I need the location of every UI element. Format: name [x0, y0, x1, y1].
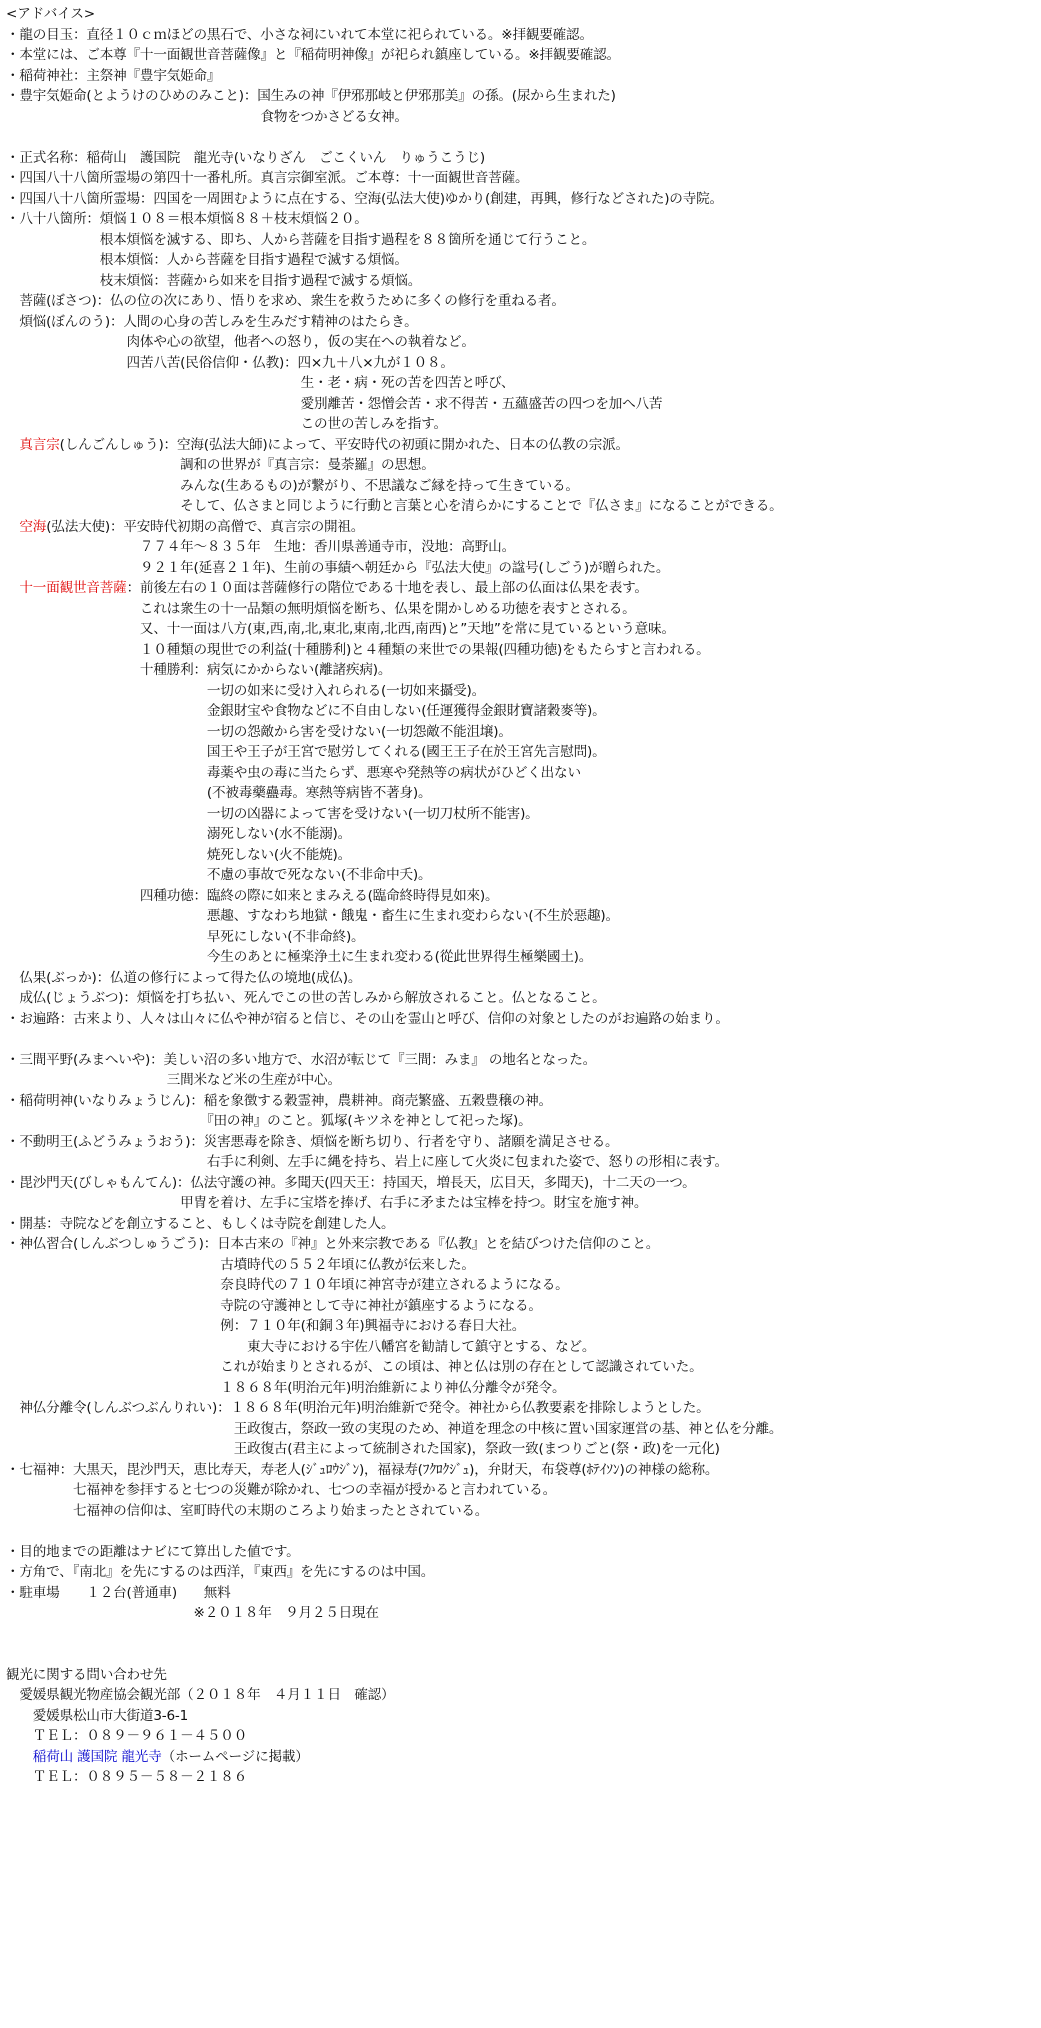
- blank-line: [6, 1521, 1039, 1542]
- text-line: ・本堂には、ご本尊『十一面観世音菩薩像』と『稲荷明神像』が祀られ鎮座している。※拝観要確認。: [6, 47, 620, 63]
- text-line: 甲冑を着け、左手に宝塔を捧げ、右手に矛または宝棒を持つ。財宝を施す神。: [6, 1195, 648, 1211]
- text-line: １８６８年(明治元年)明治維新により神仏分離令が発令。: [6, 1379, 566, 1396]
- contact-tel-office: ＴＥＬ：０８９－９６１－４５００: [6, 1728, 248, 1744]
- text-line: 一切の如来に受け入れられる(一切如来攝受)。: [6, 682, 485, 699]
- text-line: ※２０１８年 ９月２５日現在: [6, 1605, 379, 1621]
- text-line: 根本煩悩を滅する、即ち、人から菩薩を目指す過程を８８箇所を通じて行うこと。: [6, 231, 596, 248]
- text-line: ・稲荷神社：主祭神『豊宇気姫命』: [6, 67, 221, 84]
- text-line: ・三間平野(みまへいや)：美しい沼の多い地方で、水沼が転じて『三間：みま』 の地名となった。: [6, 1051, 596, 1068]
- kukai-line-2: ７７４年～８３５年 生地：香川県善通寺市，没地：高野山。: [6, 539, 515, 555]
- text-line: 寺院の守護神として寺に神社が鎮座するようになる。: [6, 1297, 542, 1314]
- shingon-desc: (しんごんしゅう)：空海(弘法大師)によって、平安時代の初頭に開かれた、日本の仏教の宗派。: [59, 436, 629, 453]
- text-line: 奈良時代の７１０年頃に神宮寺が建立されるようになる。: [6, 1277, 569, 1293]
- blank-line: [6, 1624, 1039, 1645]
- text-line: 十種勝利：病気にかからない(離諸疾病)。: [6, 662, 392, 678]
- text-line: ・神仏習合(しんぶつしゅうごう)：日本古来の『神』と外来宗教である『仏教』とを結びつけた信仰のこと。: [6, 1236, 660, 1252]
- text-line: (不被毒藥蠱毒。寒熱等病皆不著身)。: [6, 785, 432, 801]
- text-line: ・稲荷明神(いなりみょうじん)：稲を象徴する穀霊神，農耕神。商売繁盛、五穀豊穣の神。: [6, 1092, 552, 1109]
- contact-section: [6, 1665, 1039, 1788]
- advice-document: [6, 4, 1039, 1788]
- contact-heading: 観光に関する問い合わせ先: [6, 1666, 167, 1683]
- text-line: 今生のあとに極楽浄土に生まれ変わる(從此世界得生極樂國土)。: [6, 949, 593, 965]
- text-line: ・豊宇気姫命(とようけのひめのみこと)：国生みの神『伊邪那岐と伊邪那美』の孫。(尿から生まれた): [6, 88, 616, 104]
- advice-block-1: [6, 25, 1039, 435]
- text-line: 焼死しない(火不能焼)。: [6, 846, 352, 863]
- text-line: 三間米など米の生産が中心。: [6, 1072, 341, 1088]
- text-line: 七福神を参拝すると七つの災難が除かれ、七つの幸福が授かると言われている。: [6, 1482, 556, 1498]
- text-line: 神仏分離令(しんぶつぶんりれい)：１８６８年(明治元年)明治維新で発令。神社から仏教要素を排除しようとした。: [6, 1400, 710, 1416]
- temple-name-link[interactable]: 稲荷山 護国院 龍光寺: [32, 1748, 162, 1765]
- text-line: 国王や王子が王宮で慰労してくれる(國王王子在於王宮先言慰問)。: [6, 744, 606, 760]
- shingon-line-3: みんな(生あるもの)が繋がり、不思議なご縁を持って生きている。: [6, 477, 579, 494]
- text-line: ・開基：寺院などを創立すること、もしくは寺院を創建した人。: [6, 1215, 395, 1232]
- kukai-term: 空海: [19, 518, 47, 535]
- text-line: 王政復古(君主によって統制された国家)，祭政一致(まつりごと(祭・政)を一元化): [6, 1441, 720, 1457]
- text-line: ・八十八箇所：煩悩１０８＝根本煩悩８８＋枝末煩悩２０。: [6, 211, 368, 227]
- text-line: 七福神の信仰は、室町時代の末期のころより始まったとされている。: [6, 1502, 489, 1519]
- contact-office: 愛媛県観光物産協会観光部（２０１８年 ４月１１日 確認）: [6, 1687, 395, 1703]
- blank-line: [6, 1644, 1039, 1665]
- text-line: 仏果(ぶっか)：仏道の修行によって得た仏の境地(成仏)。: [6, 969, 362, 986]
- text-line: 根本煩悩：人から菩薩を目指す過程で滅する煩悩。: [6, 252, 408, 268]
- juichimen-term: 十一面観世音菩薩: [19, 580, 127, 596]
- juichimen-line-1: [6, 578, 1039, 599]
- text-line: ・四国八十八箇所霊場の第四十一番札所。真言宗御室派。ご本尊：十一面観世音菩薩。: [6, 170, 529, 186]
- kukai-desc: (弘法大使)：平安時代初期の高僧で、真言宗の開祖。: [46, 518, 365, 535]
- text-line: 四種功徳：臨終の際に如来とまみえる(臨命終時得見如來)。: [6, 887, 499, 904]
- text-line: 肉体や心の欲望，他者への怒り，仮の実在への執着など。: [6, 334, 475, 350]
- shingon-line-2: 調和の世界が『真言宗：曼荼羅』の思想。: [6, 457, 435, 473]
- text-line: 四苦八苦(民俗信仰・仏教)：四×九＋八×九が１０８。: [6, 354, 454, 371]
- kukai-line-1: [6, 517, 1039, 538]
- text-line: 菩薩(ぼさつ)：仏の位の次にあり、悟りを求め、衆生を救うために多くの修行を重ねる者。: [6, 293, 565, 309]
- blank-line: [6, 127, 1039, 148]
- text-line: 右手に利剣、左手に縄を持ち、岩上に座して火炎に包まれた姿で、怒りの形相に表す。: [6, 1154, 728, 1170]
- text-line: ・龍の目玉：直径１０ｃｍほどの黒石で、小さな祠にいれて本堂に祀られている。※拝観要確認。: [6, 26, 593, 43]
- text-line: 古墳時代の５５２年頃に仏教が伝来した。: [6, 1256, 475, 1273]
- text-line: ・目的地までの距離はナビにて算出した値です。: [6, 1543, 300, 1560]
- text-line: １０種類の現世での利益(十種勝利)と４種類の来世での果報(四種功徳)をもたらすと言われる。: [6, 641, 710, 658]
- blank-line: [6, 1029, 1039, 1050]
- text-line: この世の苦しみを指す。: [6, 416, 447, 432]
- text-line: 金銀財宝や食物などに不自由しない(任運獲得金銀財寶諸穀麥等)。: [6, 703, 606, 719]
- text-line: 『田の神』のこと。狐塚(キツネを神として祀った塚)。: [6, 1113, 532, 1129]
- text-line: これは衆生の十一品類の無明煩悩を断ち、仏果を開かしめる功徳を表すとされる。: [6, 600, 636, 617]
- text-line: ・お遍路：古来より、人々は山々に仏や神が宿ると信じ、その山を霊山と呼び、信仰の対象としたのがお遍路の始まり。: [6, 1010, 729, 1027]
- text-line: 一切の凶器によって害を受けない(一切刀杖所不能害)。: [6, 805, 539, 822]
- text-line: ・正式名称：稲荷山 護国院 龍光寺(いなりざん ごこくいん りゅうこうじ): [6, 149, 485, 166]
- contact-address: 愛媛県松山市大街道3-6-1: [6, 1707, 189, 1724]
- text-line: ・駐車場 １２台(普通車) 無料: [6, 1584, 231, 1601]
- text-line: 溺死しない(水不能溺)。: [6, 826, 352, 842]
- text-line: 東大寺における宇佐八幡宮を勧請して鎮守とする、など。: [6, 1338, 596, 1355]
- text-line: ・四国八十八箇所霊場：四国を一周囲むように点在する、空海(弘法大使)ゆかり(創建，再興，修行などされた)の寺院。: [6, 190, 723, 207]
- shingon-line-4: そして、仏さまと同じように行動と言葉と心を清らかにすることで『仏さま』になることができる。: [6, 498, 783, 514]
- text-line: ・不動明王(ふどうみょうおう)：災害悪毒を除き、煩悩を断ち切り、行者を守り、諸願を満足させる。: [6, 1133, 619, 1150]
- text-line: 煩悩(ぼんのう)：人間の心身の苦しみを生みだす精神のはたらき。: [6, 313, 418, 330]
- text-line: 愛別離苦・怨憎会苦・求不得苦・五蘊盛苦の四つを加へ八苦: [6, 395, 663, 412]
- text-line: 食物をつかさどる女神。: [6, 108, 408, 125]
- text-line: 早死にしない(不非命終)。: [6, 928, 365, 945]
- shingon-term: 真言宗: [19, 436, 60, 453]
- text-line: 又、十一面は八方(東,西,南,北,東北,東南,北西,南西)と”天地”を常に見ているという意味。: [6, 621, 675, 637]
- advice-heading: <アドバイス>: [6, 6, 95, 22]
- advice-block-2: [6, 599, 1039, 1665]
- text-line: 悪趣、すなわち地獄・餓鬼・畜生に生まれ変わらない(不生於惡趣)。: [6, 908, 619, 924]
- temple-note: （ホームページに掲載）: [161, 1748, 309, 1765]
- text-line: 生・老・病・死の苦を四苦と呼び、: [6, 375, 515, 391]
- text-line: これが始まりとされるが、この頃は、神と仏は別の存在として認識されていた。: [6, 1359, 703, 1375]
- text-line: ・毘沙門天(びしゃもんてん)：仏法守護の神。多聞天(四天王：持国天，増長天，広目天，多聞天)，十二天の一つ。: [6, 1174, 696, 1191]
- text-line: 枝末煩悩：菩薩から如来を目指す過程で滅する煩悩。: [6, 272, 422, 289]
- text-line: ・七福神：大黒天，毘沙門天，恵比寿天，寿老人(ｼﾞｭﾛｳｼﾞﾝ)，福禄寿(ﾌｸﾛｸｼﾞｭ)，弁財天，布袋尊(ﾎﾃｲｿﾝ)の神様の総称。: [6, 1461, 719, 1478]
- text-line: 一切の怨敵から害を受けない(一切怨敵不能沮壌)。: [6, 723, 512, 740]
- text-line: 毒薬や虫の毒に当たらず、悪寒や発熱等の病状がひどく出ない: [6, 764, 581, 781]
- text-line: 王政復古，祭政一致の実現のため、神道を理念の中核に置い国家運営の基、神と仏を分離。: [6, 1420, 783, 1437]
- text-line: ・方角で、『南北』を先にするのは西洋，『東西』を先にするのは中国。: [6, 1564, 435, 1580]
- contact-tel-temple: ＴＥＬ：０８９５－５８－２１８６: [6, 1769, 248, 1785]
- text-line: 成仏(じょうぶつ)：煩悩を打ち払い、死んでこの世の苦しみから解放されること。仏となること。: [6, 990, 606, 1006]
- text-line: 不慮の事故で死なない(不非命中夭)。: [6, 867, 432, 883]
- kukai-line-3: ９２１年(延喜２１年)、生前の事績へ朝廷から『弘法大使』の諡号(しごう)が贈られた。: [6, 559, 670, 576]
- text-line: 例：７１０年(和銅３年)興福寺における春日大社。: [6, 1318, 526, 1334]
- contact-temple-line: [6, 1747, 1039, 1768]
- juichimen-desc: ：前後左右の１０面は菩薩修行の階位である十地を表し、最上部の仏面は仏果を表す。: [126, 580, 648, 596]
- shingon-line-1: [6, 435, 1039, 456]
